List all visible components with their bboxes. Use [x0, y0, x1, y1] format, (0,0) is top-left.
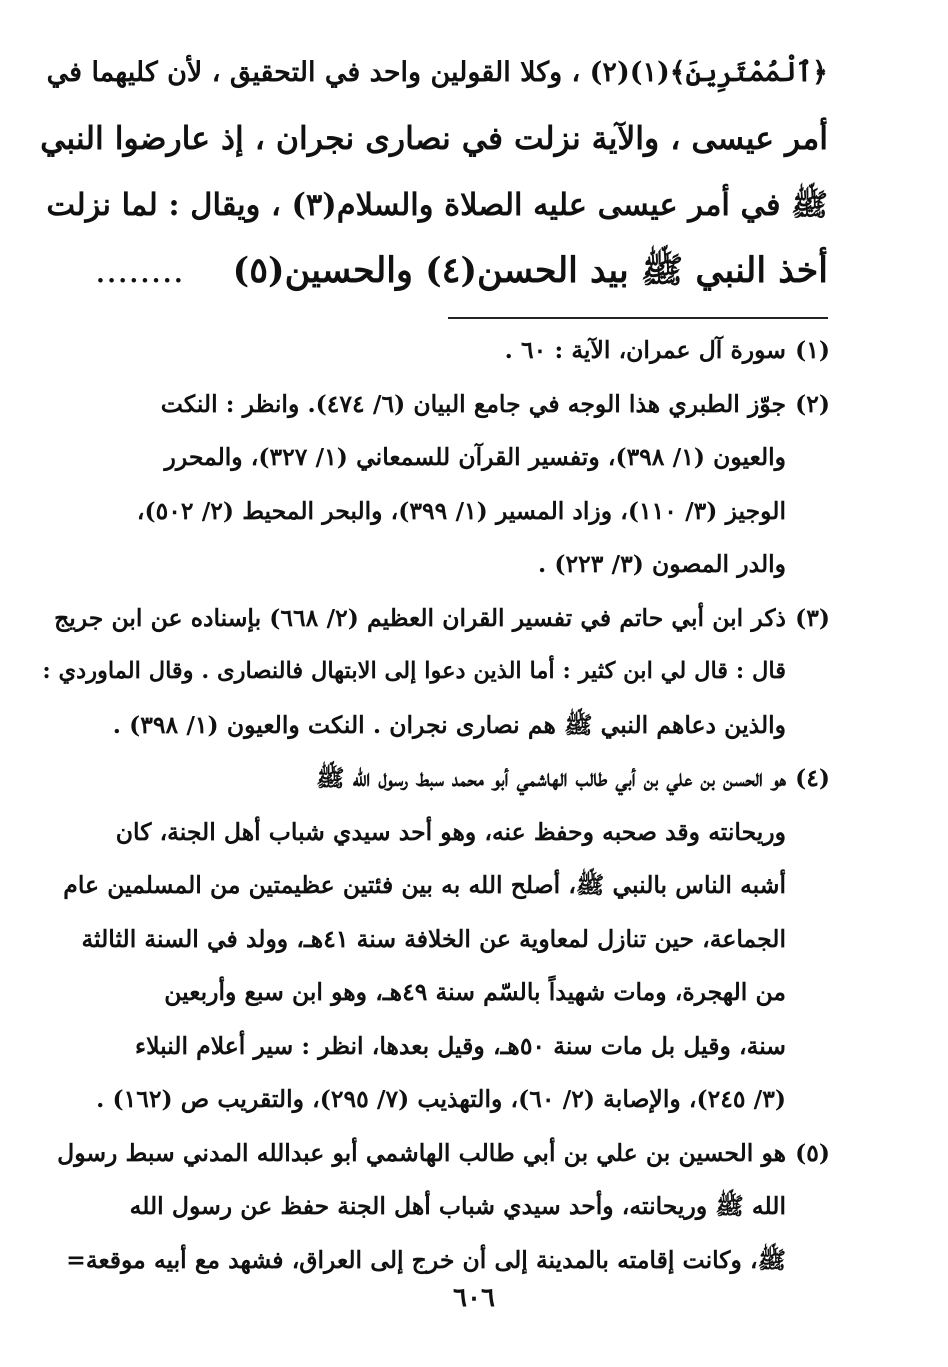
footnote-separator — [448, 317, 828, 319]
continuation-dots: ........ — [94, 251, 184, 291]
footnote-3 — [40, 592, 830, 753]
footnote-4 — [40, 752, 830, 1127]
footnote-line: هو الحسن بن علي بن أبي طالب الهاشمي أبو محمد سبط رسول الله ﷺ — [316, 764, 786, 792]
footnote-line: الوجيز (٣/ ١١٠)، وزاد المسير (١/ ٣٩٩)، والبحر المحيط (٢/ ٥٠٢)، — [136, 496, 786, 525]
main-text-line: ﷺ في أمر عيسى عليه الصلاة والسلام(٣) ، ويقال : لما نزلت — [46, 187, 828, 223]
footnote-line: من الهجرة، ومات شهيداً بالسّم سنة ٤٩هـ، وهو ابن سبع وأربعين — [164, 978, 786, 1006]
footnote-line: والذين دعاهم النبي ﷺ هم نصارى نجران . النكت والعيون (١/ ٣٩٨) . — [112, 710, 786, 739]
footnote-line: سنة، وقيل بل مات سنة ٥٠هـ، وقيل بعدها، انظر : سير أعلام النبلاء — [135, 1031, 786, 1060]
footnotes-block — [40, 324, 830, 1287]
main-text-line: أخذ النبي ﷺ بيد الحسن(٤) والحسين(٥) — [232, 250, 828, 291]
footnote-line: وريحانته وقد صحبه وحفظ عنه، وهو أحد سيدي شباب أهل الجنة، كان — [115, 817, 786, 846]
footnote-line: الجماعة، حين تنازل لمعاوية عن الخلافة سنة ٤١هـ، وولد في السنة الثالثة — [81, 924, 786, 953]
main-text-line: ﴿ٱلْمُمْتَرِينَ﴾(١)(٢) ، وكلا القولين واحد في التحقيق ، لأن كليهما في — [46, 57, 828, 88]
footnote-2 — [40, 378, 830, 592]
footnote-line: جوّز الطبري هذا الوجه في جامع البيان (٦/ ٤٧٤). وانظر : النكت — [160, 389, 786, 418]
footnote-line: والدر المصون (٣/ ٢٢٣) . — [537, 550, 786, 578]
footnote-number: (١) — [795, 336, 830, 364]
footnote-line: ﷺ، وكانت إقامته بالمدينة إلى أن خرج إلى العراق، فشهد مع أبيه موقعة= — [66, 1245, 786, 1274]
footnote-number: (٤) — [795, 764, 830, 792]
main-text-line-last — [40, 238, 828, 304]
footnote-line: هو الحسين بن علي بن أبي طالب الهاشمي أبو عبدالله المدني سبط رسول — [57, 1138, 786, 1167]
footnote-number: (٣) — [795, 603, 830, 632]
footnote-line: قال : قال لي ابن كثير : أما الذين دعوا إلى الابتهال فالنصارى . وقال الماوردي : — [42, 658, 786, 684]
footnote-5 — [40, 1127, 830, 1288]
page-number: ٦٠٦ — [453, 1283, 495, 1313]
main-text-block — [40, 40, 828, 304]
footnote-line: أشبه الناس بالنبي ﷺ، أصلح الله به بين فئتين عظيمتين من المسلمين عام — [63, 871, 786, 899]
main-text-line: أمر عيسى ، والآية نزلت في نصارى نجران ، إذ عارضوا النبي — [40, 120, 828, 157]
footnote-line: الله ﷺ وريحانته، وأحد سيدي شباب أهل الجنة حفظ عن رسول الله — [129, 1192, 786, 1220]
footnote-line: ذكر ابن أبي حاتم في تفسير القران العظيم (٢/ ٦٦٨) بإسناده عن ابن جريج — [54, 603, 786, 632]
footnote-number: (٢) — [795, 389, 830, 418]
footnote-number: (٥) — [795, 1138, 830, 1167]
footnote-line: (٣/ ٢٤٥)، والإصابة (٢/ ٦٠)، والتهذيب (٧/ ٢٩٥)، والتقريب ص (١٦٢) . — [96, 1085, 786, 1113]
footnote-1 — [40, 324, 830, 378]
footnote-line: والعيون (١/ ٣٩٨)، وتفسير القرآن للسمعاني (١/ ٣٢٧)، والمحرر — [164, 443, 786, 471]
footnote-line: سورة آل عمران، الآية : ٦٠ . — [504, 336, 786, 364]
